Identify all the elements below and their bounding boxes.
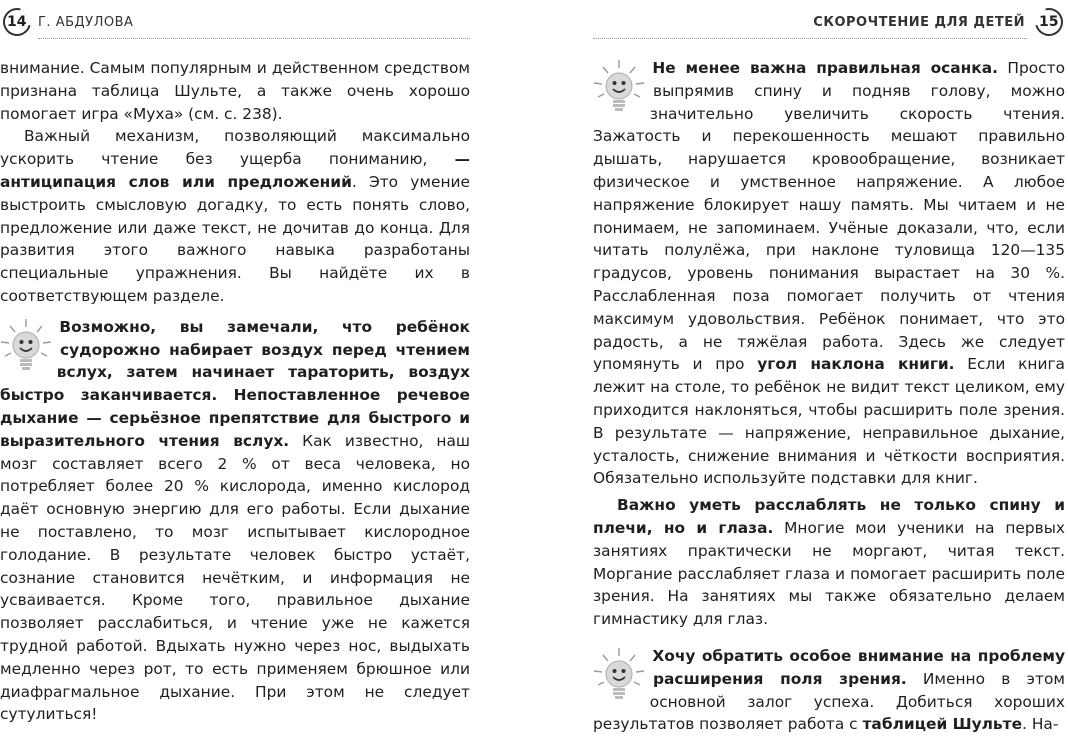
right-page-body — [593, 57, 1065, 736]
right-page-number: 15 — [1030, 3, 1068, 41]
lightbulb-smiley-icon — [0, 316, 54, 378]
left-running-head: Г. АБДУЛОВА — [38, 15, 134, 30]
right-paragraph-1: Не менее важна правильная осанка. Просто выпрямив спину и подняв голову, можно значительно увеличить скорость чтения. Зажатость и перекошенность мешают правильно дышать, нарушается кровообращение, возникает физическое и умственное напряжение. А любое напряжение блокирует нашу память. Мы читаем и не понимаем, не запоминаем. Учёные доказали, что, если читать полулёжа, при наклоне туловища 120—135 градусов, уровень понимания вырастает на 30 %. Расслабленная поза помогает получить от чтения максимум удовольствия. Ребёнок понимает, что это радость, а не тяжёлая работа. Здесь же следует упомянуть и про угол наклона книги. Если книга лежит на столе, то ребёнок не видит текст целиком, ему приходится наклоняться, чтобы расширить поле зрения. В результате — напряжение, неправильное дыхание, усталость, снижение внимания и чёткости восприятия. Обязательно используйте подставки для книг. — [593, 59, 1065, 488]
right-paragraph-2: Важно уметь расслаблять не только спину и плечи, но и глаза. Многие мои ученики на первых занятиях практически не моргают, читая текст. Моргание расслабляет глаза и помогает расширить поле зрения. На занятиях мы также обязательно делаем гимнастику для глаз. — [593, 496, 1065, 629]
left-page-number: 14 — [0, 3, 36, 41]
right-paragraph-3: Хочу обратить особое внимание на проблему расширения поля зрения. Именно в этом основной залог успеха. Добиться хороших результатов позволяет работа с таблицей Шульте. На- — [593, 646, 1065, 734]
left-page-header — [0, 8, 470, 38]
left-page — [0, 0, 471, 724]
left-header-rule — [38, 38, 470, 39]
right-header-rule — [593, 38, 1027, 39]
left-page-body — [0, 57, 470, 726]
left-paragraph-3: Возможно, вы замечали, что ребёнок судорожно набирает воздух перед чтением вслух, затем начинает тараторить, воздух быстро заканчивается. Непоставленное речевое дыхание — серьёзное препятствие для быстрого и выразительного чтения вслух. Как известно, наш мозг составляет всего 2 % от веса человека, но потребляет более 20 % кислорода, именно кислород даёт основную энергию для его работы. Если дыхание не поставлено, то мозг испытывает кислородное голодание. В результате человек быстро устаёт, сознание становится нечётким, и информация не усваивается. Кроме того, правильное дыхание позволяет расслабиться, и чтение уже не кажется трудной работой. Вдыхать нужно через нос, выдыхать медленно через рот, то есть применяем брюшное или диафрагмальное дыхание. При этом не следует сутулиться! — [0, 317, 470, 724]
right-page-header — [593, 8, 1065, 38]
left-paragraph-1: внимание. Самым популярным и действенном средством признана таблица Шульте, а также очень хорошо помогает игра «Муха» (см. с. 238). — [0, 59, 470, 123]
right-page — [593, 0, 1065, 734]
left-paragraph-2: Важный механизм, позволяющий максимально ускорить чтение без ущерба пониманию, — антиципация слов или предложений. Это умение выстроить смысловую догадку, то есть понять слово, предложение или даже текст, не дочитав до конца. Для развития этого важного навыка разработаны специальные упражнения. Вы найдёте их в соответствующем разделе. — [0, 127, 471, 305]
right-running-head: СКОРОЧТЕНИЕ ДЛЯ ДЕТЕЙ — [813, 15, 1025, 30]
lightbulb-smiley-icon — [591, 57, 647, 119]
lightbulb-smiley-icon — [591, 645, 647, 707]
